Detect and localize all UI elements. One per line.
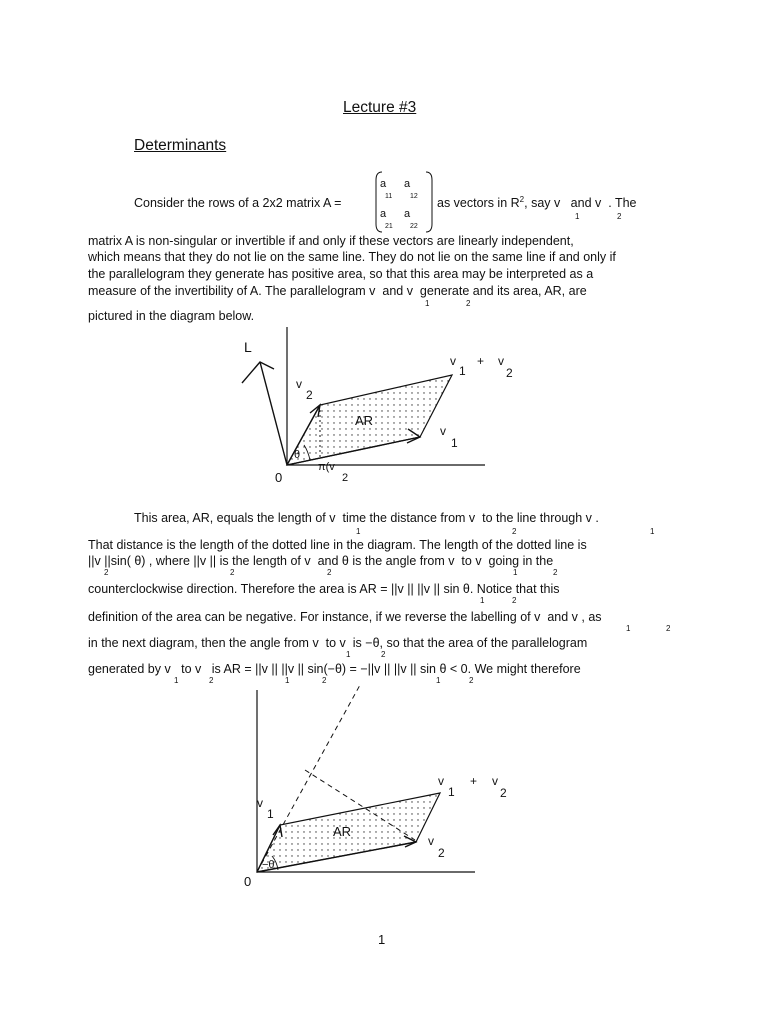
label-v1: v [257,796,263,810]
label-origin: 0 [275,470,283,485]
diagram-parallelogram-2 [230,680,530,890]
sub-2: 2 [469,676,474,685]
matrix-sub12: 12 [410,193,418,200]
para1-line3: which means that they do not lie on the same line. They do not lie on the same line if and only if [88,250,616,264]
label-v2-sub: 2 [306,388,313,402]
para1-line1-post [437,195,636,213]
label-AR: AR [333,824,352,839]
sub-2: 2 [230,568,235,577]
para1-line5: measure of the invertibility of A. The parallelogram v and v generate and its area, AR, are [88,284,587,298]
text-and-v: and v [570,196,602,210]
sub-2: 2 [512,596,517,605]
para2-line3: ||v ||sin( θ) , where ||v || is the length of v and θ is the angle from v to v going in the [88,554,554,568]
matrix-a22: a [404,208,411,220]
label-v1-sub: 1 [267,807,274,821]
para2-line4: counterclockwise direction. Therefore the area is AR = ||v || ||v || sin θ. Notice that this [88,582,560,596]
sub-2: 2 [381,650,386,659]
sub-1: 1 [346,650,351,659]
label-projection: π(v [318,461,335,473]
para2-line5: definition of the area can be negative. For instance, if we reverse the labelling of v and v , as [88,610,602,624]
label-v1: v [440,424,446,438]
label-v1pv2-sub1: 1 [459,364,466,378]
matrix-a21: a [380,208,387,220]
label-L: L [244,339,252,355]
sub-1: 1 [513,568,518,577]
para2-line7: generated by v to v is AR = ||v || ||v || sin(−θ) = −||v || ||v || sin θ < 0. We might therefore [88,662,581,676]
label-theta: θ [294,449,301,461]
page-title: Lecture #3 [343,99,417,116]
text-say: , say v [524,196,561,210]
label-neg-theta: −θ [262,859,275,871]
text-the: . The [608,196,637,210]
label-v1pv2-v2: v [498,354,504,368]
sub-2: 2 [666,624,671,633]
label-AR: AR [355,413,374,428]
para1-line6: pictured in the diagram below. [88,309,255,323]
sub-2: 2 [617,212,622,221]
sub-2: 2 [104,568,109,577]
label-origin: 0 [244,874,252,889]
para2-line2: That distance is the length of the dotted line in the diagram. The length of the dotted line is [88,538,587,552]
para2-line1: This area, AR, equals the length of v time the distance from v to the line through v . [134,511,599,525]
sub-1: 1 [575,212,580,221]
sub-1: 1 [174,676,179,685]
matrix-a12: a [404,178,411,190]
sub-1: 1 [285,676,290,685]
matrix-sub11: 11 [385,193,393,200]
para1-line2: matrix A is non-singular or invertible if and only if these vectors are linearly independent, [88,234,574,248]
label-v1pv2-sub2: 2 [506,366,513,380]
matrix-a11: a [380,178,387,190]
para1-line4: the parallelogram they generate has positive area, so that this area may be interpreted as a [88,267,594,281]
sub-2: 2 [322,676,327,685]
label-plus: + [477,354,485,368]
label-v2-sub: 2 [438,846,445,860]
sub-1: 1 [425,299,430,308]
label-v2: v [296,377,302,391]
label-v1pv2-v: v [450,354,456,368]
sub-2: 2 [327,568,332,577]
label-v1-sub: 1 [451,436,458,450]
sub-1: 1 [650,527,655,536]
label-plus: + [470,774,478,788]
matrix-A [374,170,434,234]
sub-2: 2 [466,299,471,308]
label-projection-sub: 2 [342,472,349,484]
text-vectors-in: as vectors in R [437,196,520,210]
para2-line6: in the next diagram, then the angle from v to v is −θ, so that the area of the parallelogram [88,636,588,650]
label-v1pv2-sub2: 2 [500,786,507,800]
text-sup-2: 2 [519,195,525,204]
label-v1pv2-sub1: 1 [448,785,455,799]
sub-1: 1 [356,527,361,536]
matrix-sub21: 21 [385,223,393,230]
sub-1: 1 [480,596,485,605]
sub-2: 2 [512,527,517,536]
matrix-sub22: 22 [410,223,418,230]
sub-1: 1 [626,624,631,633]
section-heading: Determinants [134,137,227,154]
label-v1pv2-v: v [438,774,444,788]
sub-2: 2 [553,568,558,577]
sub-2: 2 [209,676,214,685]
label-v2: v [428,834,434,848]
diagram-parallelogram-1 [230,325,530,490]
para1-line1-pre: Consider the rows of a 2x2 matrix A = [134,196,342,210]
label-v1pv2-v2: v [492,774,498,788]
sub-1: 1 [436,676,441,685]
page-number: 1 [378,932,386,947]
